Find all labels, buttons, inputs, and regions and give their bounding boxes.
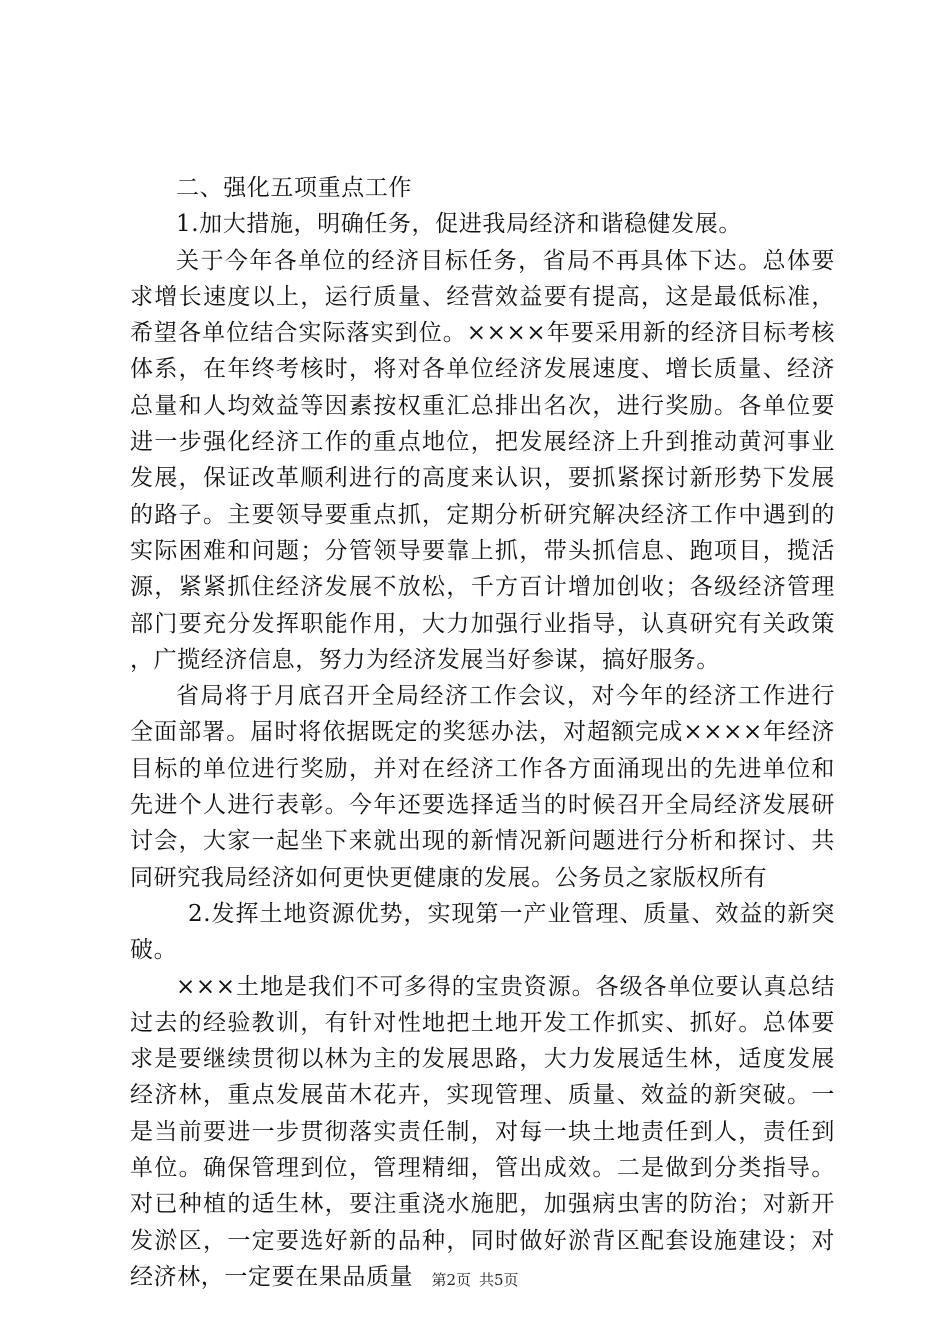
item-1-paragraph-1: 关于今年各单位的经济目标任务，省局不再具体下达。总体要求增长速度以上，运行质量、经营效益要有提高，这是最低标准，希望各单位结合实际落实到位。××××年要采用新的经济目标考核体系，在年终考核时，将对各单位经济发展速度、增长质量、经济总量和人均效益等因素按权重汇总排出名次，进行奖励。各单位要进一步强化经济工作的重点地位，把发展经济上升到推动黄河事业发展，保证改革顺利进行的高度来认识，要抓紧探讨新形势下发展的路子。主要领导要重点抓，定期分析研究解决经济工作中遇到的实际困难和问题；分管领导要靠上抓，带头抓信息、跑项目，揽活源，紧紧抓住经济发展不放松，千方百计增加创收；各级经济管理部门要充分发挥职能作用，大力加强行业指导，认真研究有关政策，广揽经济信息，努力为经济发展当好参谋，搞好服务。: [130, 247, 835, 673]
page-footer: [0, 1270, 950, 1290]
item-2-paragraph-1: ×××土地是我们不可多得的宝贵资源。各级各单位要认真总结过去的经验教训，有针对性地把土地开发工作抓实、抓好。总体要求是要继续贯彻以林为主的发展思路，大力发展适生林，适度发展经济林，重点发展苗木花卉，实现管理、质量、效益的新突破。一是当前要进一步贯彻落实责任制，对每一块土地责任到人，责任到单位。确保管理到位，管理精细，管出成效。二是做到分类指导。对已种植的适生林，要注重浇水施肥，加强病虫害的防治；对新开发淤区，一定要选好新的品种，同时做好淤背区配套设施建设；对经济林，一定要在果品质量: [130, 973, 835, 1290]
item-2-title: 2.发挥土地资源优势，实现第一产业管理、质量、效益的新突破。: [130, 900, 835, 964]
item-1-title: 1.加大措施，明确任务，促进我局经济和谐稳健发展。: [176, 211, 742, 238]
item-1-paragraph-2: 省局将于月底召开全局经济工作会议，对今年的经济工作进行全面部署。届时将依据既定的奖惩办法，对超额完成××××年经济目标的单位进行奖励，并对在经济工作各方面涌现出的先进单位和先进个人进行表彰。今年还要选择适当的时候召开全局经济发展研讨会，大家一起坐下来就出现的新情况新问题进行分析和探讨、共同研究我局经济如何更快更健康的发展。公务员之家版权所有: [130, 683, 835, 891]
page-number-total: 共5页: [479, 1271, 519, 1289]
page-number-current: 第2页: [431, 1271, 471, 1289]
document-body: [130, 170, 835, 1295]
section-heading: 二、强化五项重点工作: [176, 175, 412, 201]
